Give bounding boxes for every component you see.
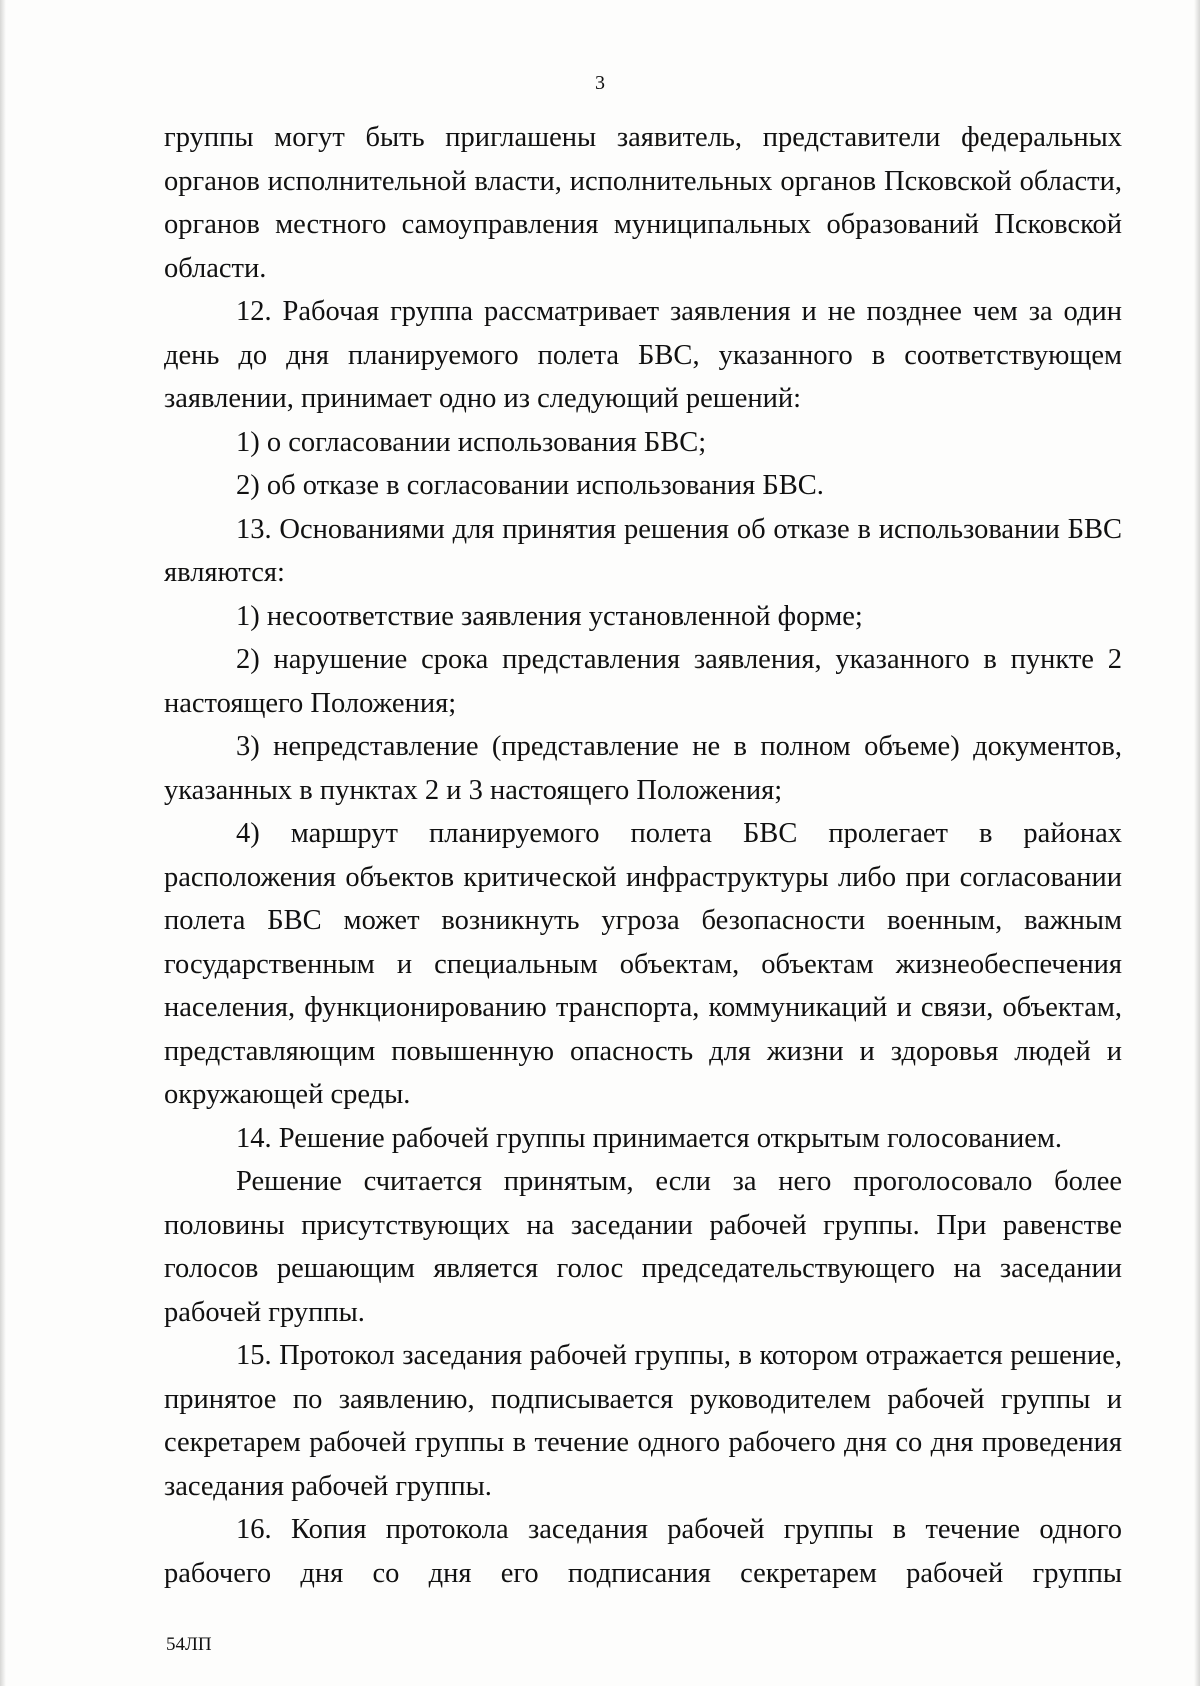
footer-code: 54ЛП	[166, 1634, 212, 1655]
paragraph-item-14-decision: Решение считается принятым, если за него проголосовало более половины присутствующих на заседании рабочей группы. При равенстве голосов решающим является голос председательствующего на заседании рабочей группы.	[164, 1166, 1122, 1328]
page-number: 3	[595, 72, 605, 94]
scan-edge-right	[1194, 0, 1200, 1686]
document-body	[164, 116, 1122, 1595]
paragraph-item-16: 16. Копия протокола заседания рабочей группы в течение одного рабочего дня со дня его подписания секретарем рабочей группы	[164, 1514, 1122, 1589]
scan-edge-left	[0, 0, 6, 1686]
paragraph-continuation: группы могут быть приглашены заявитель, представители федеральных органов исполнительной власти, исполнительных органов Псковской области, органов местного самоуправления муниципальных образований Псковской области.	[164, 122, 1122, 284]
paragraph-item-15: 15. Протокол заседания рабочей группы, в котором отражается решение, принятое по заявлению, подписывается руководителем рабочей группы и секретарем рабочей группы в течение одного рабочего дня со дня проведения заседания рабочей группы.	[164, 1340, 1122, 1502]
paragraph-item-14: 14. Решение рабочей группы принимается открытым голосованием.	[236, 1122, 1063, 1154]
paragraph-subitem-12-2: 2) об отказе в согласовании использования БВС.	[236, 470, 824, 501]
paragraph-subitem-13-1: 1) несоответствие заявления установленной форме;	[236, 600, 863, 632]
paragraph-subitem-13-3: 3) непредставление (представление не в полном объеме) документов, указанных в пунктах 2 и 3 настоящего Положения;	[164, 731, 1122, 806]
paragraph-subitem-13-2: 2) нарушение срока представления заявления, указанного в пункте 2 настоящего Положения;	[164, 644, 1122, 719]
paragraph-subitem-12-1: 1) о согласовании использования БВС;	[236, 426, 707, 458]
paragraph-item-12: 12. Рабочая группа рассматривает заявления и не позднее чем за один день до дня планируемого полета БВС, указанного в соответствующем заявлении, принимает одно из следующий решений:	[164, 296, 1122, 414]
paragraph-item-13: 13. Основаниями для принятия решения об отказе в использовании БВС являются:	[164, 513, 1122, 588]
paragraph-subitem-13-4: 4) маршрут планируемого полета БВС пролегает в районах расположения объектов критической инфраструктуры либо при согласовании полета БВС может возникнуть угроза безопасности военным, важным государственным и специальным объектам, объектам жизнеобеспечения населения, функционированию транспорта, коммуникаций и связи, объектам, представляющим повышенную опасность для жизни и здоровья людей и окружающей среды.	[164, 818, 1122, 1110]
